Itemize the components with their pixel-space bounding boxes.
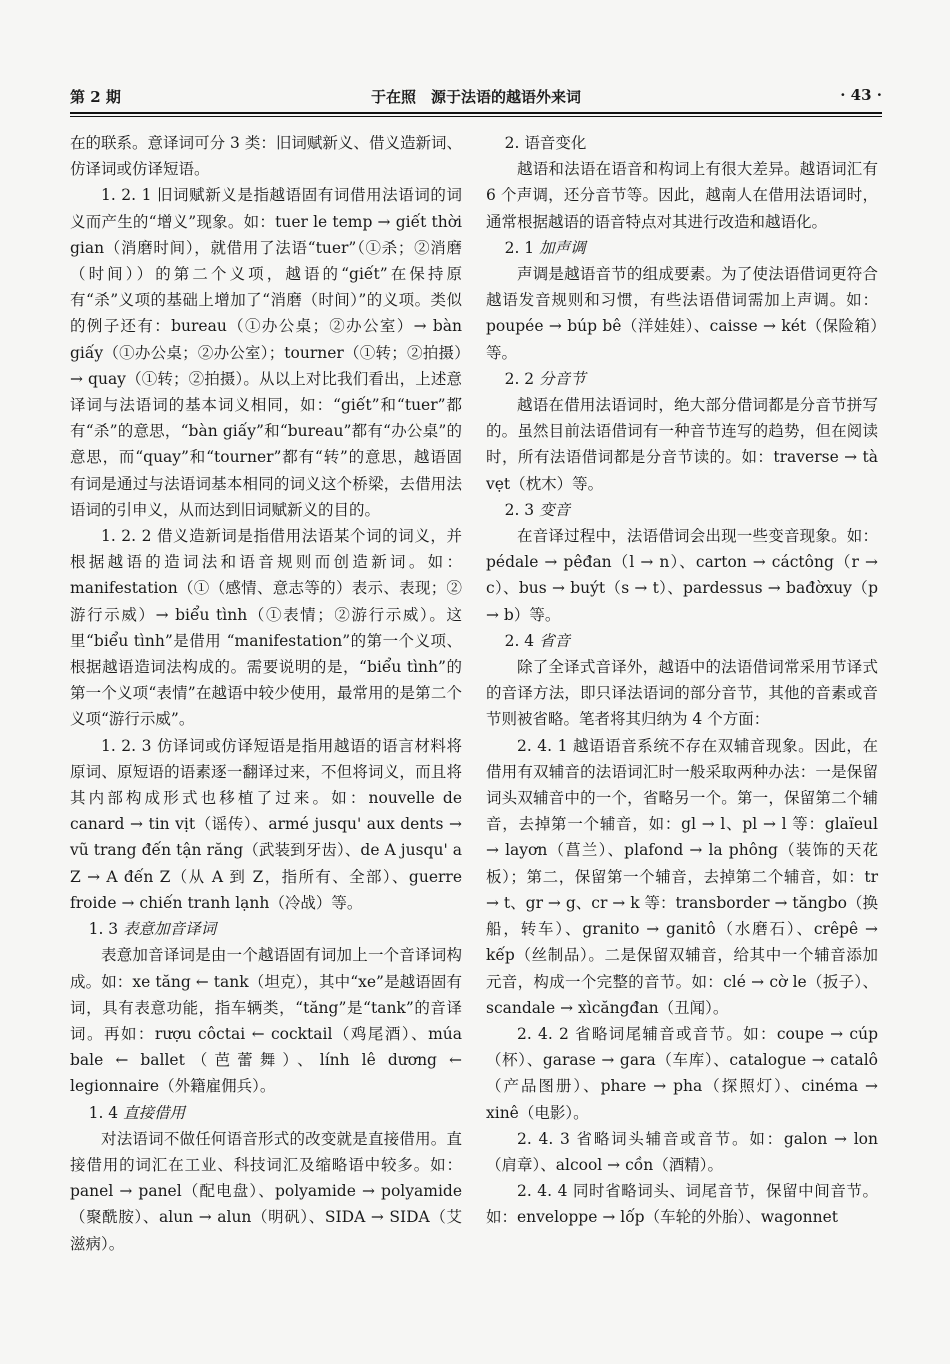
left-column [70, 130, 462, 1257]
body-paragraph: 2. 4. 3 省略词头辅音或音节。如：galon → lon（肩章）、alcool → cồn（酒精）。 [486, 1129, 878, 1174]
body-paragraph: 2. 4. 1 越语语音系统不存在双辅音现象。因此，在借用有双辅音的法语词汇时一般采取两种办法：一是保留词头双辅音中的一个，省略另一个。第一，保留第二个辅音，去掉第一个辅音，如：gl → l、pl → l 等：glaïeul → layơn（菖兰）、plafond → la phông（装饰的天花板）；第二，保留第一个辅音，去掉第二个辅音，如：tr → t、gr → g、cr → k 等：transborder → tăngbo（换船，转车）、granito → ganitô（水磨石）、crêpê → kếp（丝制品）。二是保留双辅音，给其中一个辅音添加元音，构成一个完整的音节。如：clé → cờ le（扳子）、scandale → xìcăngđan（丑闻）。 [486, 736, 878, 1017]
body-paragraph: 声调是越语音节的组成要素。为了使法语借词更符合越语发音规则和习惯，有些法语借词需加上声调。如：poupée → búp bê（洋娃娃）、caisse → két（保险箱）等。 [486, 265, 878, 362]
header-rule-thick [70, 112, 882, 114]
section-heading [486, 235, 878, 261]
section-number: 2. 1 [504, 238, 535, 257]
section-number: 2. 4 [504, 631, 535, 650]
section-title: 省音 [539, 631, 571, 650]
body-paragraph: 表意加音译词是由一个越语固有词加上一个音译词构成。如：xe tăng ← tank（坦克），其中“xe”是越语固有词，具有表意功能，指车辆类，“tăng”是“tank”的音译词。再如：rượu côctai ← cocktail（鸡尾酒）、múa bale ← ballet（芭蕾舞）、lính lê dương ← legionnaire（外籍雇佣兵）。 [70, 946, 462, 1096]
section-heading [486, 130, 878, 156]
section-number: 2. 2 [504, 369, 535, 388]
section-number: 2. [504, 134, 520, 152]
body-paragraph: 越语在借用法语词时，绝大部分借词都是分音节拼写的。虽然目前法语借词有一种音节连写的趋势，但在阅读时，所有法语借词都是分音节读的。如：traverse → tà vẹt（枕木）等。 [486, 396, 878, 493]
section-title: 语音变化 [524, 134, 587, 152]
section-heading [486, 366, 878, 392]
running-header [70, 86, 882, 112]
body-paragraph: 1. 2. 1 旧词赋新义是指越语固有词借用法语词的词义而产生的“增义”现象。如：tuer le temp → giết thời gian（消磨时间），就借用了法语“tuer”（①杀；②消磨（时间））的第二个义项，越语的“giết”在保持原有“杀”义项的基础上增加了“消磨（时间）”的义项。类似的例子还有：bureau（①办公桌；②办公室）→ bàn giấy（①办公桌；②办公室）；tourner（①转；②拍摄）→ quay（①转；②拍摄）。从以上对比我们看出，上述意译词与法语词的基本词义相同，如：“giết”和“tuer”都有“杀”的意思，“bàn giấy”和“bureau”都有“办公桌”的意思，而“quay”和“tourner”都有“转”的意思，越语固有词是通过与法语词基本相同的词义这个桥梁，去借用法语词的引申义，从而达到旧词赋新义的目的。 [70, 186, 462, 519]
body-paragraph: 除了全译式音译外，越语中的法语借词常采用节译式的音译方法，即只译法语词的部分音节，其他的音素或音节则被省略。笔者将其归纳为 4 个方面： [486, 658, 878, 729]
header-rule-thin [70, 116, 882, 117]
page-number: · 43 · [840, 86, 882, 104]
issue-number: 第 2 期 [70, 88, 121, 106]
section-title: 表意加音译词 [123, 920, 217, 939]
running-title: 于在照 源于法语的越语外来词 [370, 88, 581, 106]
section-heading [486, 628, 878, 654]
body-paragraph: 越语和法语在语音和构词上有很大差异。越语词汇有 6 个声调，还分音节等。因此，越南人在借用法语词时，通常根据越语的语音特点对其进行改造和越语化。 [486, 160, 878, 231]
body-paragraph: 2. 4. 4 同时省略词头、词尾音节，保留中间音节。如：enveloppe → lốp（车轮的外胎）、wagonnet [486, 1182, 878, 1227]
body-paragraph: 对法语词不做任何语音形式的改变就是直接借用。直接借用的词汇在工业、科技词汇及缩略语中较多。如：panel → panel（配电盘）、polyamide → polyamide（聚酰胺）、alun → alun（明矾）、SIDA → SIDA（艾滋病）。 [70, 1129, 462, 1253]
section-title: 直接借用 [123, 1103, 186, 1122]
body-paragraph: 在音译过程中，法语借词会出现一些变音现象。如：pédale → pêđan（l → n）、carton → cáctông（r → c）、bus → buýt（s → t）、pardessus → bađờxuy（p → b）等。 [486, 527, 878, 624]
section-number: 2. 3 [504, 500, 535, 519]
right-column [486, 130, 878, 1231]
section-title: 加声调 [539, 238, 586, 257]
body-paragraph: 2. 4. 2 省略词尾辅音或音节。如：coupe → cúp（杯）、garase → gara（车库）、catalogue → catalô（产品图册）、phare → pha（探照灯）、cinéma → xinê（电影）。 [486, 1024, 878, 1122]
section-title: 分音节 [539, 369, 586, 388]
section-title: 变音 [539, 500, 571, 519]
section-number: 1. 3 [88, 920, 119, 939]
body-paragraph: 1. 2. 3 仿译词或仿译短语是指用越语的语言材料将原词、原短语的语素逐一翻译过来，不但将词义，而且将其内部构成形式也移植了过来。如：nouvelle de canard → tin vịt（谣传）、armé jusqu' aux dents → vũ trang đến tận răng（武装到牙齿）、de A jusqu' a Z → A đến Z（从 A 到 Z，指所有、全部）、guerre froide → chiến tranh lạnh（冷战）等。 [70, 736, 462, 912]
body-paragraph: 在的联系。意译词可分 3 类：旧词赋新义、借义造新词、仿译词或仿译短语。 [70, 134, 462, 179]
section-heading [70, 916, 462, 942]
section-heading [70, 1100, 462, 1126]
section-number: 1. 4 [88, 1103, 119, 1122]
body-paragraph: 1. 2. 2 借义造新词是指借用法语某个词的词义，并根据越语的造词法和语音规则而创造新词。如：manifestation（①（感情、意志等的）表示、表现；②游行示威）→ biểu tình（①表情；②游行示威）。这里“biểu tình”是借用 “manifestation”的第一个义项、根据越语造词法构成的。需要说明的是，“biểu tình”的第一个义项“表情”在越语中较少使用，最常用的是第二个义项“游行示威”。 [70, 527, 462, 729]
section-heading [486, 497, 878, 523]
